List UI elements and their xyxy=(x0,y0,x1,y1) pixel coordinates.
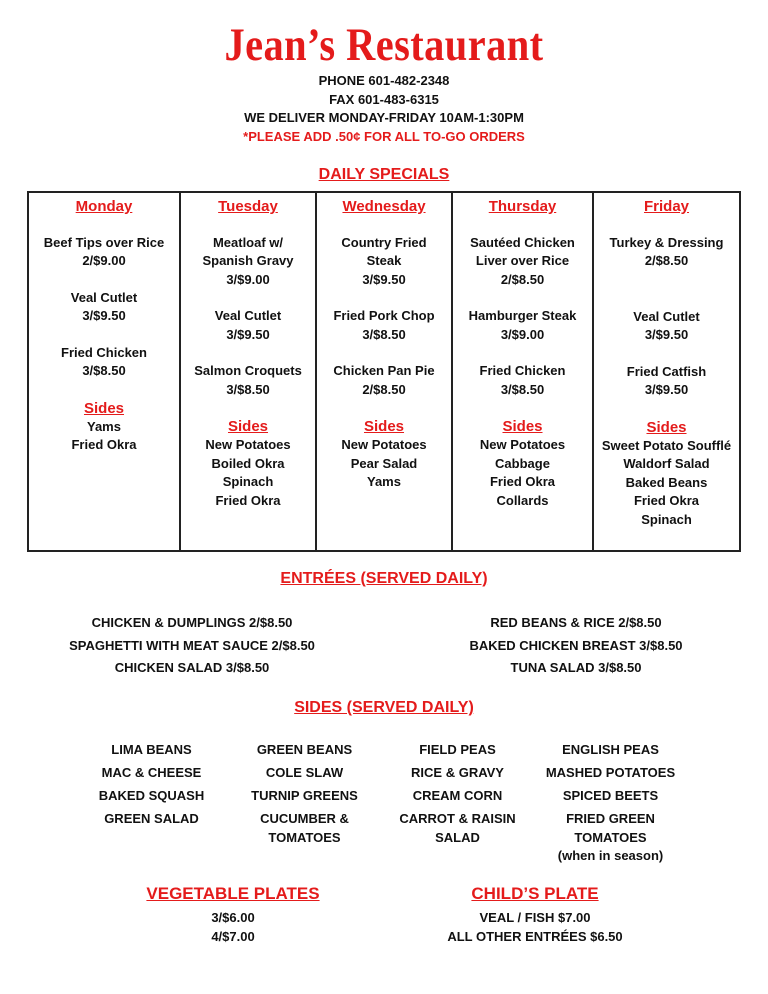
side-dish: CUCUMBER & TOMATOES xyxy=(260,811,349,845)
day-column-thursday xyxy=(453,193,594,550)
day-heading: Thursday xyxy=(488,198,557,215)
side-item: New Potatoes xyxy=(205,437,291,452)
dish-name: Chicken Pan Pie xyxy=(333,363,435,378)
daily-specials-table xyxy=(27,191,741,552)
day-column-tuesday xyxy=(181,193,317,550)
childs-plate-heading: CHILD’S PLATE xyxy=(471,884,599,903)
dish-price: 3/$9.00 xyxy=(500,326,545,342)
side-dish: FRIED GREEN TOMATOES (when in season) xyxy=(557,811,664,863)
dish-name: Fried Chicken xyxy=(479,363,566,378)
childs-plate-price: VEAL / FISH $7.00 xyxy=(479,910,591,925)
dish-price: 3/$8.50 xyxy=(500,381,545,397)
day-column-wednesday xyxy=(317,193,453,550)
entree-item: SPAGHETTI WITH MEAT SAUCE 2/$8.50 xyxy=(69,637,315,653)
dish-name: Country Fried Steak xyxy=(341,234,427,268)
day-heading: Friday xyxy=(643,198,689,215)
dish-name: Veal Cutlet xyxy=(214,308,282,323)
sides-daily-grid xyxy=(75,741,687,866)
dish-price: 2/$8.50 xyxy=(644,253,689,268)
childs-plate-price: ALL OTHER ENTRÉES $6.50 xyxy=(447,929,623,944)
side-dish: COLE SLAW xyxy=(265,765,344,780)
special-dish xyxy=(29,344,179,381)
dish-name: Fried Pork Chop xyxy=(333,308,435,323)
side-dish: MAC & CHEESE xyxy=(101,765,202,780)
side-dish: ENGLISH PEAS xyxy=(562,742,659,757)
side-item: Fried Okra xyxy=(489,474,556,489)
entree-item: TUNA SALAD 3/$8.50 xyxy=(510,660,642,675)
side-item: Fried Okra xyxy=(215,492,281,508)
dish-name: Fried Chicken xyxy=(61,344,147,360)
dish-price: 3/$9.50 xyxy=(226,326,270,342)
side-item: Fried Okra xyxy=(71,437,137,452)
side-item: New Potatoes xyxy=(341,437,427,452)
side-item: New Potatoes xyxy=(479,437,566,452)
special-dish xyxy=(181,362,315,399)
special-dish xyxy=(317,307,451,344)
dish-price: 3/$9.50 xyxy=(362,271,406,287)
side-dish: CARROT & RAISIN SALAD xyxy=(399,811,516,845)
sides-heading: Sides xyxy=(502,418,543,435)
dish-price: 2/$8.50 xyxy=(362,381,406,397)
entree-item: BAKED CHICKEN BREAST 3/$8.50 xyxy=(469,637,683,653)
side-dish: RICE & GRAVY xyxy=(411,765,504,780)
dish-price: 3/$8.50 xyxy=(226,381,270,397)
delivery-hours: WE DELIVER MONDAY-FRIDAY 10AM-1:30PM xyxy=(244,110,524,125)
fax-number: FAX 601-483-6315 xyxy=(329,91,439,107)
dish-price: 3/$9.50 xyxy=(644,327,689,342)
side-dish: TURNIP GREENS xyxy=(251,788,358,803)
side-item: Sweet Potato Soufflé xyxy=(601,437,732,453)
day-heading: Tuesday xyxy=(218,198,278,215)
vegetable-plate-price: 4/$7.00 xyxy=(211,929,255,944)
sides-daily-heading: SIDES (SERVED DAILY) xyxy=(294,699,474,716)
special-dish xyxy=(594,234,739,271)
side-dish: SPICED BEETS xyxy=(562,788,659,803)
sides-heading: Sides xyxy=(83,399,125,417)
dish-price: 3/$9.00 xyxy=(226,271,270,287)
special-dish xyxy=(181,307,315,344)
entrees-left-column xyxy=(0,612,384,680)
side-dish: CREAM CORN xyxy=(412,788,503,803)
dish-name: Meatloaf w/ Spanish Gravy xyxy=(202,234,294,268)
side-item: Waldorf Salad xyxy=(623,456,710,471)
dish-name: Salmon Croquets xyxy=(194,363,302,378)
entrees-right-column xyxy=(384,612,768,680)
restaurant-title: Jean’s Restaurant xyxy=(224,19,544,71)
special-dish xyxy=(594,363,739,400)
contact-info xyxy=(0,72,768,146)
dish-price: 3/$8.50 xyxy=(362,326,406,342)
special-dish xyxy=(317,362,451,399)
side-dish: LIMA BEANS xyxy=(111,742,192,757)
sides-column xyxy=(75,741,228,866)
sides-column xyxy=(228,741,381,866)
side-item: Pear Salad xyxy=(350,455,418,471)
dish-price: 3/$9.50 xyxy=(82,308,126,323)
side-item: Boiled Okra xyxy=(211,455,285,471)
side-dish: MASHED POTATOES xyxy=(545,765,676,780)
side-dish: BAKED SQUASH xyxy=(98,788,205,803)
dish-name: Turkey & Dressing xyxy=(609,234,724,250)
special-dish xyxy=(453,307,592,344)
dish-name: Beef Tips over Rice xyxy=(43,234,165,250)
dish-name: Sautéed Chicken Liver over Rice xyxy=(470,234,575,268)
entree-item: RED BEANS & RICE 2/$8.50 xyxy=(490,615,662,630)
side-dish: FIELD PEAS xyxy=(419,742,496,757)
side-item: Yams xyxy=(87,418,121,434)
entree-item: CHICKEN & DUMPLINGS 2/$8.50 xyxy=(91,615,293,630)
dish-price: 3/$9.50 xyxy=(644,382,689,397)
special-dish xyxy=(317,234,451,290)
childs-plate-section xyxy=(435,884,635,946)
day-column-monday xyxy=(29,193,181,550)
vegetable-plate-price: 3/$6.00 xyxy=(211,910,255,925)
side-dish: GREEN BEANS xyxy=(256,742,353,757)
sides-column xyxy=(381,741,534,866)
dish-price: 3/$8.50 xyxy=(82,363,126,378)
day-column-friday xyxy=(594,193,739,550)
side-item: Yams xyxy=(367,474,401,489)
special-dish xyxy=(181,234,315,290)
side-dish: GREEN SALAD xyxy=(104,811,199,826)
phone-number: PHONE 601-482-2348 xyxy=(318,73,450,88)
special-dish xyxy=(594,308,739,345)
dish-name: Fried Catfish xyxy=(626,363,707,379)
vegetable-plates-heading: VEGETABLE PLATES xyxy=(146,884,320,903)
side-item: Fried Okra xyxy=(633,493,700,508)
day-heading: Wednesday xyxy=(342,198,426,215)
sides-heading: Sides xyxy=(363,418,405,435)
special-dish xyxy=(29,289,179,326)
side-item: Spinach xyxy=(222,474,274,489)
vegetable-plates-section xyxy=(133,884,333,946)
special-dish xyxy=(29,234,179,271)
dish-name: Veal Cutlet xyxy=(633,308,700,324)
dish-name: Hamburger Steak xyxy=(468,308,577,323)
sides-column xyxy=(534,741,687,866)
special-dish xyxy=(453,362,592,399)
special-dish xyxy=(453,234,592,290)
side-item: Cabbage xyxy=(495,455,550,471)
side-item: Spinach xyxy=(641,511,692,527)
entree-item: CHICKEN SALAD 3/$8.50 xyxy=(114,660,270,675)
sides-heading: Sides xyxy=(646,418,687,436)
to-go-note: *PLEASE ADD .50¢ FOR ALL TO-GO ORDERS xyxy=(243,128,525,144)
dish-price: 2/$9.00 xyxy=(82,253,126,268)
entrees-heading: ENTRÉES (SERVED DAILY) xyxy=(280,570,488,587)
side-item: Collards xyxy=(496,492,549,508)
sides-heading: Sides xyxy=(227,418,269,435)
dish-price: 2/$8.50 xyxy=(500,271,545,287)
side-item: Baked Beans xyxy=(625,474,708,490)
day-heading: Monday xyxy=(75,198,133,215)
dish-name: Veal Cutlet xyxy=(70,289,138,305)
daily-specials-heading: DAILY SPECIALS xyxy=(318,166,450,183)
